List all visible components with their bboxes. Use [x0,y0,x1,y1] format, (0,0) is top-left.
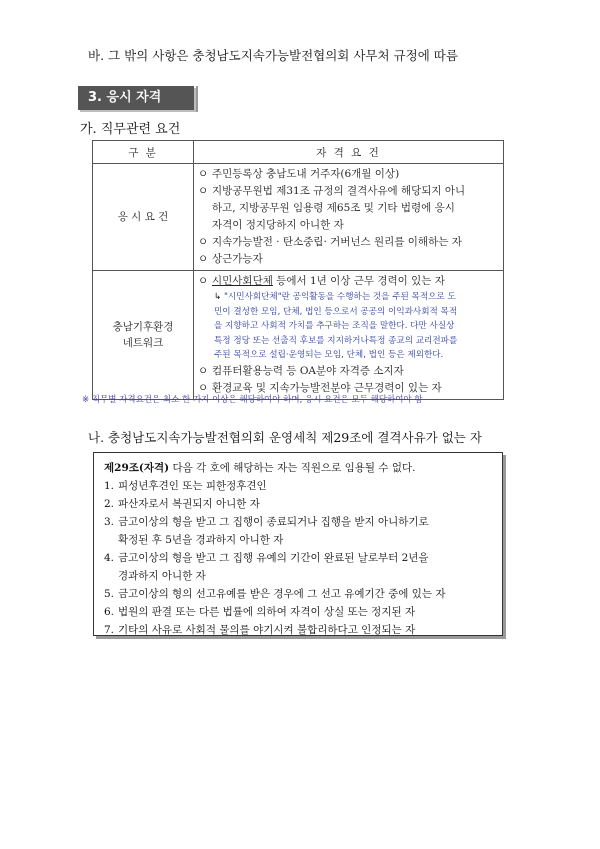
table-row [93,164,504,271]
item-number: 6. [104,606,115,618]
list-item [104,549,494,567]
item-text: 지속가능발전 · 탄소중립· 거버넌스 원리를 이해하는 자 [212,236,462,248]
bullet-mark: ㅇ [198,253,209,265]
section-heading-divider [196,86,198,112]
note-line [214,290,497,305]
item-text: 금고이상의 형을 받고 그 집행이 종료되거나 집행을 받지 아니하기로 [118,516,429,528]
list-item [198,200,497,217]
item-text: 하고, 지방공무원 임용령 제65조 및 기타 법령에 응시 [212,202,455,214]
list-item [198,251,497,268]
article-intro-text: 다음 각 호에 해당하는 자는 직원으로 임용될 수 없다. [169,462,416,474]
subsection-title-job-requirements: 가. 직무관련 요건 [80,122,181,137]
item-text: 컴퓨터활용능력 등 OA분야 자격증 소지자 [212,364,404,377]
table-header-row [93,141,504,164]
item-text: 피성년후견인 또는 피한정후견인 [118,480,267,492]
list-item [104,603,494,621]
list-item [104,513,494,531]
header-category: 구 분 [93,141,194,164]
item-text-rest: 등에서 1년 이상 근무 경력이 있는 자 [272,275,445,287]
item-number: 5. [104,588,115,600]
item-text: 파산자로서 복권되지 아니한 자 [118,498,260,510]
category-line: 네트워크 [122,336,164,349]
bullet-mark: ㅇ [198,236,209,248]
list-item [198,273,497,290]
article-intro [104,459,494,477]
bullet-mark: ㅇ [198,364,209,377]
list-item [104,621,494,639]
item-text: 금고이상의 형의 선고유예를 받은 경우에 그 선고 유예기간 중에 있는 자 [118,588,446,600]
item-number: 3. [104,516,115,528]
list-item [104,495,494,513]
list-item [104,585,494,603]
list-item [198,217,497,234]
row-content [194,271,504,400]
item-number: 4. [104,552,115,564]
list-item [198,363,497,380]
list-item [104,477,494,495]
arrow-icon: ↳ [214,292,222,302]
note-line: 민이 결성한 모임, 단체, 법인 등으로서 공공의 이익과사회적 목적 [214,306,458,317]
item-number: 2. [104,498,115,510]
requirements-table [92,140,504,400]
bullet-mark: ㅇ [198,275,209,287]
item-text: 주민등록상 충남도내 거주자(6개월 이상) [212,168,400,180]
list-item [198,183,497,200]
row-content [194,164,504,271]
item-number: 1. [104,480,115,492]
item-continuation: 경과하지 아니한 자 [118,570,206,582]
item-text: 금고이상의 형을 받고 그 집행 유예의 기간이 완료된 날로부터 2년을 [118,552,429,564]
bullet-mark: ㅇ [198,185,209,197]
table-footnote: ※ 직무별 자격요건은 최소 한 가지 이상은 해당하여야 하며, 응시 요건은 모두 해당하여야 함 [82,395,423,405]
list-item [198,234,497,251]
bullet-mark [198,200,212,217]
bullet-mark: ㅇ [198,168,209,180]
article-29-box [93,452,503,636]
item-text: 법원의 판결 또는 다른 법률에 의하여 자격이 상실 또는 정지된 자 [118,606,416,618]
section-heading: 3. 응시 자격 [78,86,194,110]
bullet-mark: ㅇ [198,381,209,394]
underlined-term: 시민사회단체 [212,275,273,287]
note-line: 주된 목적으로 설립·운영되는 모임, 단체, 법인 등은 제외한다. [214,350,444,360]
item-number: 7. [104,624,115,636]
list-item [198,166,497,183]
category-line: 충남기후환경 [112,320,174,333]
row-category: 응 시 요 건 [93,164,194,271]
note-line: 특정 정당 또는 선출직 후보를 지지하거나특정 종교의 교리전파를 [214,335,458,346]
item-text: 지방공무원법 제31조 규정의 결격사유에 해당되지 아니 [212,185,466,197]
item-continuation: 확정된 후 5년을 경과하지 아니한 자 [118,534,284,546]
article-title: 제29조(자격) [104,462,170,474]
top-line-text: 바. 그 밖의 사항은 충청남도지속가능발전협의회 사무처 규정에 따름 [88,48,458,63]
item-text: 상근가능자 [212,253,263,265]
item-text [212,273,445,290]
row-category [93,271,194,400]
note-text: "시민사회단체"란 공익활동을 수행하는 것을 주된 목적으로 도 [223,292,456,302]
note-line: 을 지향하고 사회적 가치를 추구하는 조직을 말한다. 다만 사실상 [214,321,455,331]
item-text: 기타의 사유로 사회적 물의를 야기시켜 불합리하다고 인정되는 자 [118,624,416,636]
item-text: 자격이 정지당하지 아니한 자 [212,219,344,231]
subsection-title-disqualification: 나. 충청남도지속가능발전협의회 운영세칙 제29조에 결격사유가 없는 자 [88,430,482,445]
definition-note [198,290,497,363]
table-row [93,271,504,400]
bullet-mark [198,217,212,234]
item-text: 환경교육 및 지속가능발전분야 근무경력이 있는 자 [212,381,442,394]
header-requirement: 자 격 요 건 [194,141,504,164]
